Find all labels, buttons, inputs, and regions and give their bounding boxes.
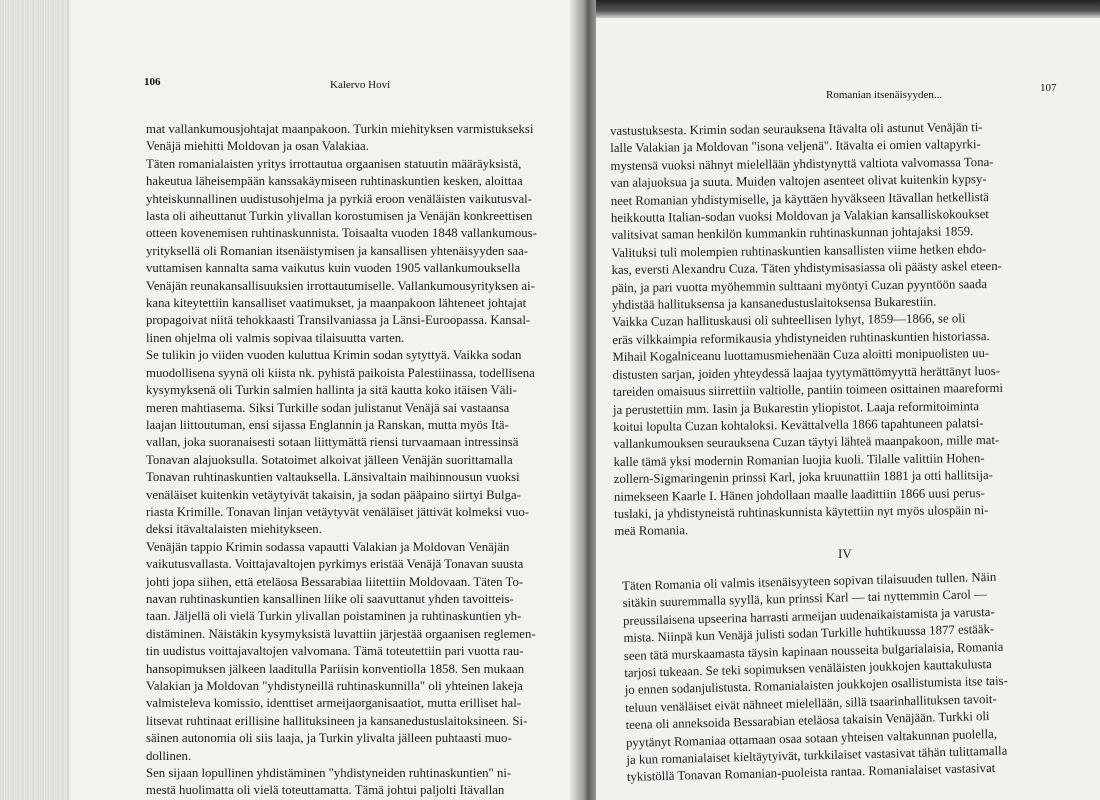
text-line: yrityksellä oli Romanian itsenäistymisen ja kansallisen yhtenäisyyden saa- <box>146 243 529 258</box>
text-line: zollern-Sigmaringenin prinssi Karl, joka kruunattiin 1881 ja otti hallitsija- <box>613 468 994 487</box>
text-line: kana kiteytettiin kansalliset vaatimukset, ja maanpakoon lähteneet johtajat <box>146 296 527 311</box>
text-line: pyytänyt Romaniaa ottamaan osaa sotaan yhteisen valtakunnan puolella, <box>625 726 998 750</box>
text-line: mista. Niinpä kun Venäjä julisti sodan Turkille huhtikuussa 1877 estääk- <box>623 622 995 646</box>
left-page-number: 106 <box>144 76 161 88</box>
text-line: tuslaki, ja yhdistyneistä ruhtinaskunnista käytettiin nyt myös ulospäin ni- <box>614 502 989 521</box>
text-line: ja perustettiin mm. Iasin ja Bukarestin yliopistot. Laaja reformitoiminta <box>612 398 980 417</box>
text-line: Venäjän tappio Krimin sodassa vapautti Valakian ja Moldovan Venäjän <box>146 539 510 554</box>
text-line: teluun venäläiset eivät nähneet mielellään, sillä tsaarinhallituksen tavoit- <box>625 691 997 715</box>
text-line: dollinen. <box>146 748 192 763</box>
text-line: venäläiset kuitenkin vetäytyivät takaisin, ja sodan pääpaino siirtyi Bulga- <box>146 487 521 502</box>
text-line: valmisteleva komissio, identtiset armeijaorganisaatiot, mutta erilliset hal- <box>146 696 522 711</box>
text-line: kysymyksenä oli Turkin salmien hallinta ja sitä kautta koko itäisen Väli- <box>146 383 517 398</box>
text-line: vallankumouksen seurauksena Cuzan täytyi lähteä maanpakoon, mille mat- <box>613 433 1000 452</box>
text-line: Tonavan ruhtinaskuntien valtauksella. Länsivaltain maihinnousun vuoksi <box>146 470 520 485</box>
text-line: mystensä vuoksi nähnyt mielellään yhdistynyttä valtiota valvomassa Tona- <box>610 154 994 173</box>
text-line: laajan liittoutuman, ensi sijassa Englannin ja Ranskan, mutta myös Itä- <box>146 417 509 432</box>
text-line: tarjosi tukeaan. Se teki sopimuksen venäläisten joukkojen kauttakulusta <box>624 657 992 681</box>
text-line: taan. Jäljellä oli vielä Turkin ylivallan poistaminen ja ruhtinaskuntien yh- <box>146 609 522 624</box>
text-line: vuttamisen kannalta sama vaikutus kuin vuoden 1905 vallankumouksella <box>146 261 521 276</box>
page-edges <box>0 0 70 800</box>
text-line: otteen kovenemisen ruhtinaskunnista. Toisaalta vuoden 1848 vallankumous- <box>146 226 537 241</box>
text-line: yhdistää hallituksensa ja kansanedustuslaitoksensa Bukarestiin. <box>611 294 937 313</box>
left-body-text <box>146 121 576 800</box>
text-line: mestä huolimatta oli vielä toteuttamatta. Tämä johtui paljolti Itävallan <box>146 783 505 798</box>
text-line: Valakian ja Moldovan "yhdistyneillä ruhtinaskunnilla" oli yhteinen lakeja <box>146 679 523 693</box>
text-line: Se tulikin jo viiden vuoden kuluttua Krimin sodan sytyttyä. Vaikka sodan <box>146 348 522 363</box>
text-line: mat vallankumousjohtajat maanpakoon. Turkin miehityksen varmistukseksi <box>146 122 534 136</box>
right-body-text-continued <box>622 567 1075 787</box>
text-line: heikkoutta Italian-sodan vuoksi Moldovan ja Valakian kansalliskokoukset <box>610 207 989 226</box>
scan-shadow <box>596 0 1100 18</box>
text-line: preussilaisena upseerina harrasti armeijan uudenaikaistamista ja varusta- <box>622 604 995 628</box>
text-line: Venäjä miehitti Moldovan ja osan Valakiaa. <box>146 139 369 154</box>
right-running-head: Romanian itsenäisyyden... <box>826 89 943 101</box>
text-line: seen tätä murskaamasta täysin kapinaan nousseita bulgarialaisia, Romania <box>623 639 1004 663</box>
text-line: Täten Romania oli valmis itsenäisyyteen sopivan tilaisuuden tullen. Näin <box>622 569 997 593</box>
text-line: navan ruhtinaskuntien kansallinen liike oli saavuttanut yhden tavoitteis- <box>146 591 514 606</box>
text-line: tin uudistus voittajavaltojen valvomana. Tämä toteutettiin pari vuotta rau- <box>146 644 524 659</box>
text-line: päin, ja pari vuotta myöhemmin sulttaani myöntyi Cuzan pyyntöön saada <box>611 276 988 295</box>
text-line: koitui lopulta Cuzan kohtaloksi. Kevättalvella 1866 tapahtuneen palatsi- <box>613 416 984 434</box>
text-line: Mihail Kogalniceanu luottamusmiehenään Cuza aloitti monipuolisten uu- <box>612 346 990 365</box>
right-page-number: 107 <box>1040 82 1057 94</box>
text-line: Vaikka Cuzan hallituskausi oli suhteellisen lyhyt, 1859—1866, se oli <box>612 311 966 330</box>
text-line: ja kun romanialaiset kieltäytyivät, turkkilaiset vastasivat tähän tulittamalla <box>626 743 1008 768</box>
text-line: teena oli anneksoida Bessarabian eteläosa takaisin Venäjään. Turkki oli <box>625 709 990 733</box>
text-line: lasta oli aiheuttanut Turkin ylivallan korostumisen ja Venäjän konkreettisen <box>146 209 533 224</box>
text-line: Venäjän reunakansallisuuksien irrottautumiselle. Vallankumousyrityksen ai- <box>146 278 535 293</box>
right-body-text <box>610 118 1074 541</box>
text-line: Valituksi tuli molempien ruhtinaskuntien kansallisten viime hetken ehdo- <box>611 241 987 260</box>
text-line: yhteiskunnallinen uudistusohjelma ja pyrkiä eroon venäläisten vaikutusval- <box>146 191 532 206</box>
text-line: tareiden omaisuus siirrettiin valtiolle, pantiin toimeen osittainen maareformi <box>612 380 1004 400</box>
text-line: neet Romanian yhdistymiselle, ja käyttäen hyväkseen Itävallan hetkellistä <box>610 189 989 208</box>
text-line: Tonavan alajuoksulla. Sotatoimet alkoivat jälleen Venäjän suorittamalla <box>146 452 513 467</box>
text-line: eräs vilkkaimpia reformikausia yhdistyneiden ruhtinaskuntien historiassa. <box>612 328 990 347</box>
text-line: tykistöllä Tonavan Romanian-puoleista rantaa. Romanialaiset vastasivat <box>626 761 996 785</box>
text-line: nimekseen Kaarle I. Hänen johdollaan maalle laadittiin 1866 uusi perus- <box>613 485 985 504</box>
text-line: van alajuoksua ja suuta. Muiden valtojen asenteet olivat kuitenkin kypsy- <box>610 172 987 191</box>
text-line: vastustuksesta. Krimin sodan seurauksena Itävalta oli astunut Venäjän ti- <box>610 120 983 138</box>
text-line: litsevat ruhtinaat erillisine hallituksineen ja kansanedustuslaitoksineen. Si- <box>146 713 528 728</box>
text-line: deksi itävaltalaisten miehitykseen. <box>146 522 322 537</box>
text-line: meren mahtiasema. Siksi Turkille sodan julistanut Venäjä sai vastaansa <box>146 400 510 415</box>
text-line: säinen autonomia oli siis laaja, ja Turkin ylivalta jälleen puhtaasti muo- <box>146 731 512 746</box>
text-line: valitsivat saman henkilön kummankin ruhtinaskunnan johtajaksi 1859. <box>611 224 974 243</box>
text-line: hakeutua läheisempään kanssakäymiseen ruhtinaskuntien kesken, aloittaa <box>146 174 523 189</box>
text-line: kas, eversti Alexandru Cuza. Täten yhdistymisasiassa oli päästy askel eteen- <box>611 259 1002 278</box>
text-line: kalle tämä yksi modernin Romanian luojia kuoli. Tilalle valittiin Hohen- <box>613 450 985 469</box>
text-line: Sen sijaan lopullinen yhdistäminen "yhdistyneiden ruhtinaskuntien" ni- <box>146 766 512 781</box>
text-line: lalle Valakian ja Moldovan "isona veljenä". Itävalta ei omien valtapyrki- <box>610 137 981 156</box>
text-line: linen ohjelma oli valmis sopivaa tilaisuutta varten. <box>146 330 405 345</box>
section-heading: IV <box>838 546 852 561</box>
text-line: meä Romania. <box>614 523 689 539</box>
text-line: Täten romanialaisten yritys irrottautua orgaanisen statuutin määräyksistä, <box>146 156 522 171</box>
text-line: vallan, joka suoranaisesti sotaan liittymättä riensi turvaamaan intressinsä <box>146 435 519 450</box>
text-line: muodollisena syynä oli kiista nk. pyhistä paikoista Palestiinassa, todellisena <box>146 365 535 380</box>
left-running-head: Kalervo Hovi <box>330 79 391 91</box>
text-line: vaikutusvallasta. Voittajavaltojen pyrkimys eristää Venäjä Tonavan suusta <box>146 557 524 572</box>
text-line: sitäkin suuremmalla syyllä, kun prinssi Karl — tai nyttemmin Carol — <box>622 587 987 611</box>
text-line: distusten sarjan, joiden yhteydessä laajaa tyytymättömyyttä herättänyt luos- <box>612 363 1001 382</box>
text-line: jo ennen sodanjulistusta. Romanialaisten joukkojen osallistumista itse tais- <box>624 674 1008 698</box>
text-line: hansopimuksen jälkeen laaditulla Pariisin konventiolla 1858. Sen mukaan <box>146 661 525 676</box>
text-line: riasta Krimille. Tonavan linjan vetäytyvät venäläiset jättivät kolmeksi vuo- <box>146 504 530 519</box>
text-line: johti jopa siihen, että eteläosa Bessarabiaa liitettiin Moldovaan. Täten To- <box>146 574 524 589</box>
text-line: propagoivat niitä tehokkaasti Transilvaniassa ja Länsi-Euroopassa. Kansal- <box>146 313 531 328</box>
text-line: distäminen. Näistäkin kysymyksistä luvattiin järjestää orgaanisen reglemen- <box>146 626 536 641</box>
